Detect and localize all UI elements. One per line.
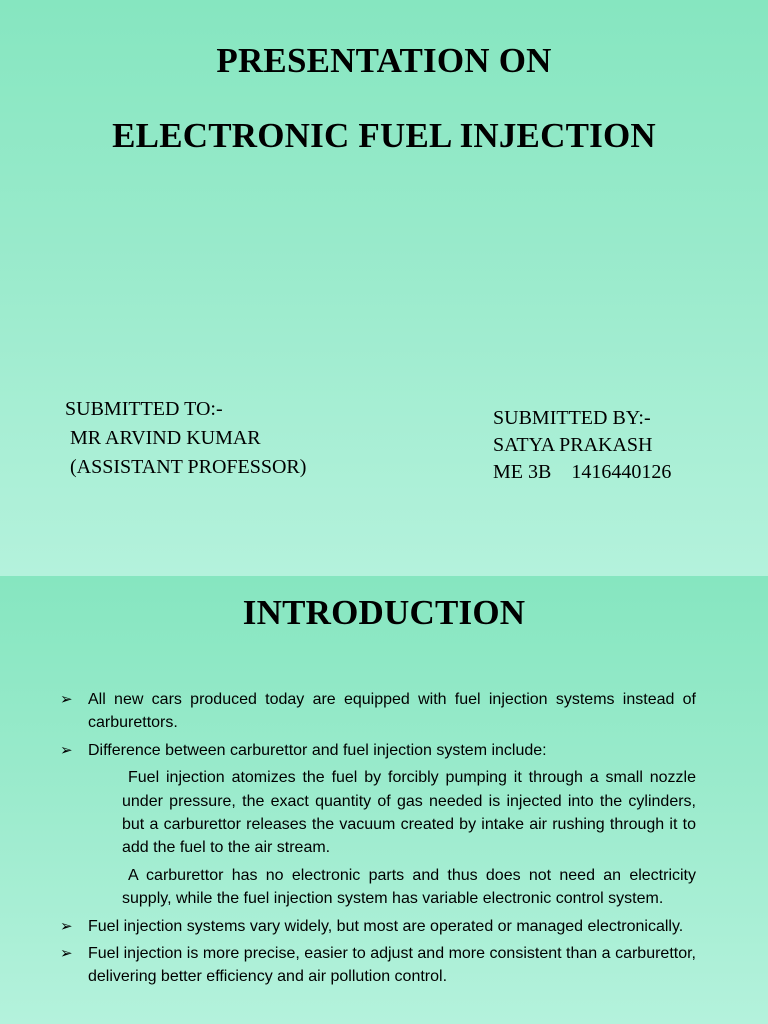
arrow-bullet-icon: ➢ — [60, 945, 73, 963]
sub-paragraph: A carburettor has no electronic parts and thus does not need an electricity supply, while the fuel injection system has variable electronic control system. — [122, 866, 696, 908]
bullet-item — [60, 739, 696, 762]
arrow-bullet-icon: ➢ — [60, 691, 73, 708]
submitted-to-block — [65, 395, 306, 482]
professor-name: MR ARVIND KUMAR — [70, 427, 261, 449]
bullet-text: Fuel injection is more precise, easier to adjust and more consistent than a carburettor, delivering better efficiency and air pollution control. — [88, 945, 696, 986]
submitted-by-block — [493, 405, 671, 486]
introduction-slide — [0, 576, 768, 1024]
submitted-to-heading: SUBMITTED TO:- — [65, 398, 223, 420]
arrow-bullet-icon: ➢ — [60, 741, 73, 759]
bullet-item — [60, 942, 696, 989]
professor-designation: (ASSISTANT PROFESSOR) — [70, 456, 307, 478]
sub-paragraph: Fuel injection atomizes the fuel by forcibly pumping it through a small nozzle under pressure, the exact quantity of gas needed is injected into the cylinders, but a carburettor releases the vacuum created by intake air rushing through it to add the fuel to the air stream. — [122, 769, 696, 857]
bullet-item — [60, 915, 696, 938]
bullet-text: All new cars produced today are equipped with fuel injection systems instead of carburettors. — [88, 691, 696, 732]
arrow-bullet-icon: ➢ — [60, 917, 73, 935]
bullet-item — [60, 688, 696, 735]
presentation-title-line-2: ELECTRONIC FUEL INJECTION — [112, 116, 656, 155]
student-class-roll: ME 3B 1416440126 — [493, 461, 672, 483]
bullet-text: Fuel injection systems vary widely, but most are operated or managed electronically. — [88, 917, 684, 935]
presentation-title-line-1: PRESENTATION ON — [216, 41, 552, 80]
submitted-by-heading: SUBMITTED BY:- — [493, 407, 651, 429]
introduction-body — [60, 688, 696, 993]
student-name: SATYA PRAKASH — [493, 434, 653, 456]
bullet-text: Difference between carburettor and fuel injection system include: — [88, 741, 547, 759]
introduction-title: INTRODUCTION — [242, 593, 526, 632]
